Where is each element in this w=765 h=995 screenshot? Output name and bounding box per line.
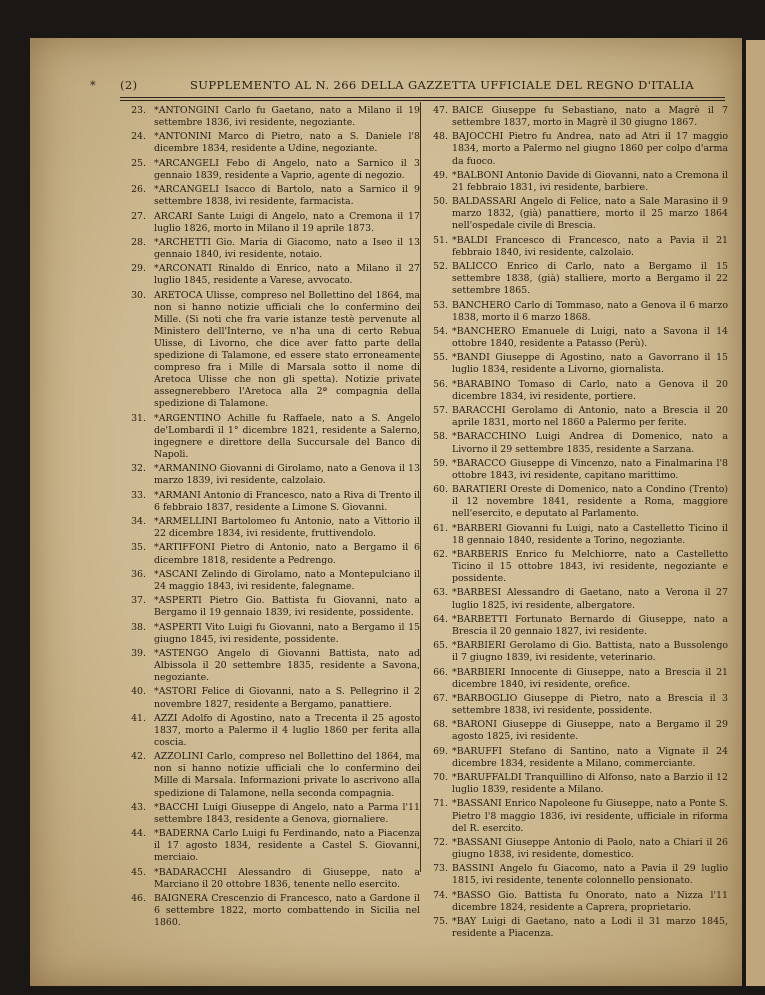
entry-number: 56.	[433, 378, 448, 390]
list-item	[128, 490, 420, 514]
list-item	[128, 131, 420, 155]
list-item	[426, 523, 728, 547]
list-item	[426, 916, 728, 940]
column-divider	[420, 102, 421, 872]
entry-text: *ARCHETTI Gio. Maria di Giacomo, nato a Iseo il 13 gennaio 1840, ivi residente, notaio.	[154, 236, 420, 260]
list-item	[426, 235, 728, 259]
list-item	[128, 751, 420, 799]
list-item	[426, 431, 728, 455]
list-item	[426, 693, 728, 717]
list-item	[128, 569, 420, 593]
adjacent-page-edge	[746, 40, 765, 986]
list-item	[128, 516, 420, 540]
entry-text: *ARTIFFONI Pietro di Antonio, nato a Bergamo il 6 dicembre 1818, residente a Pedrengo.	[154, 542, 420, 566]
list-item	[426, 837, 728, 861]
entry-text: *BASSO Gio. Battista fu Onorato, nato a Nizza l'11 dicembre 1824, residente a Caprera, proprietario.	[452, 889, 728, 913]
entry-number: 49.	[433, 169, 448, 181]
entry-number: 69.	[433, 745, 448, 757]
entry-text: BAJOCCHI Pietro fu Andrea, nato ad Atri il 17 maggio 1834, morto a Palermo nel giugno 1860 per colpo d'arma da fuoco.	[452, 131, 728, 167]
entry-number: 24.	[131, 131, 146, 143]
list-item	[128, 413, 420, 461]
entry-text: ARETOCA Ulisse, compreso nel Bollettino del 1864, ma non si hanno notizie ufficiali che lo confermino dei Mille. (Si noti che fra varie istanze testè pervenute al Ministero dell'Interno, ve n'ha una di certo Rebua Ulisse, di Livorno, che dice aver fatto parte della spedizione di Talamone, ed essere stato erroneamente compreso fra i Mille di Marsala sotto il nome di Aretoca Ulisse che non gli spetta). Notizie private assegnerebbero l'Aretoca alla 2ª compagnia della spedizione di Talamone.	[154, 289, 420, 410]
list-item	[128, 105, 420, 129]
entry-number: 54.	[433, 325, 448, 337]
entry-number: 38.	[131, 621, 146, 633]
entry-number: 34.	[131, 516, 146, 528]
right-column	[426, 105, 728, 942]
list-item	[128, 290, 420, 411]
list-item	[426, 484, 728, 520]
list-item	[128, 263, 420, 287]
list-item	[426, 587, 728, 611]
entry-text: *BADERNA Carlo Luigi fu Ferdinando, nato a Piacenza il 17 agosto 1834, residente a Castel S. Giovanni, merciaio.	[154, 828, 420, 864]
entry-text: ARCARI Sante Luigi di Angelo, nato a Cremona il 17 luglio 1826, morto in Milano il 19 aprile 1873.	[154, 210, 420, 234]
list-item	[128, 893, 420, 929]
list-item	[426, 890, 728, 914]
entry-text: *BASSANI Enrico Napoleone fu Giuseppe, nato a Ponte S. Pietro l'8 maggio 1836, ivi residente, ufficiale in riforma del R. esercito.	[452, 798, 728, 834]
entry-text: *ANTONINI Marco di Pietro, nato a S. Daniele l'8 dicembre 1834, residente a Udine, negoziante.	[154, 131, 420, 155]
list-item	[426, 131, 728, 167]
entry-number: 23.	[131, 105, 146, 116]
page-number: (2)	[120, 78, 138, 92]
list-item	[128, 648, 420, 684]
entry-text: *BARBIERI Innocente di Giuseppe, nato a Brescia il 21 dicembre 1840, ivi residente, orefice.	[452, 666, 728, 690]
list-item	[426, 746, 728, 770]
entry-text: AZZOLINI Carlo, compreso nel Bollettino del 1864, ma non si hanno notizie ufficiali che lo confermino dei Mille di Marsala. Informazioni private lo ascrivono alla spedizione di Talamone, nella seconda compagnia.	[154, 751, 420, 799]
entry-number: 63.	[433, 587, 448, 599]
entry-text: BARATIERI Oreste di Domenico, nato a Condino (Trento) il 12 novembre 1841, residente a Roma, maggiore nell'esercito, e deputato al Parlamento.	[452, 484, 728, 520]
entry-number: 25.	[131, 157, 146, 169]
header-mark: *	[90, 78, 97, 92]
list-item	[426, 261, 728, 297]
entry-text: *BARONI Giuseppe di Giuseppe, nato a Bergamo il 29 agosto 1825, ivi residente.	[452, 719, 728, 743]
entry-number: 28.	[131, 236, 146, 248]
entry-number: 62.	[433, 549, 448, 560]
entry-number: 75.	[433, 916, 448, 928]
entry-number: 32.	[131, 463, 146, 475]
entry-number: 68.	[433, 719, 448, 731]
header-rule	[120, 97, 725, 98]
list-item	[128, 542, 420, 566]
list-item	[426, 105, 728, 129]
entry-number: 33.	[131, 489, 146, 501]
entry-number: 29.	[131, 263, 146, 275]
list-item	[128, 622, 420, 646]
entry-text: *BARUFFALDI Tranquillino di Alfonso, nato a Barzio il 12 luglio 1839, residente a Milano.	[452, 772, 728, 796]
entry-text: BAIGNERA Crescenzio di Francesco, nato a Gardone il 6 settembre 1822, morto combattendo in Sicilia nel 1860.	[154, 893, 420, 929]
entry-number: 66.	[433, 666, 448, 678]
entry-text: *BARACCO Giuseppe di Vincenzo, nato a Finalmarina l'8 ottobre 1843, ivi residente, capitano marittimo.	[452, 457, 728, 481]
entry-text: *BARACCHINO Luigi Andrea di Domenico, nato a Livorno il 29 settembre 1835, residente a Sarzana.	[452, 431, 728, 455]
entry-number: 39.	[131, 647, 146, 659]
list-item	[426, 614, 728, 638]
entry-number: 59.	[433, 457, 448, 469]
entry-text: *ARCANGELI Febo di Angelo, nato a Sarnico il 3 gennaio 1839, residente a Vaprio, agente di negozio.	[154, 157, 420, 181]
list-item	[426, 640, 728, 664]
entry-text: *BARBESI Alessandro di Gaetano, nato a Verona il 27 luglio 1825, ivi residente, albergatore.	[452, 587, 728, 611]
entry-number: 44.	[131, 828, 146, 840]
entry-number: 72.	[433, 836, 448, 848]
list-item	[426, 549, 728, 585]
left-column	[128, 105, 420, 932]
list-item	[426, 170, 728, 194]
list-item	[128, 713, 420, 749]
entry-text: *ARGENTINO Achille fu Raffaele, nato a S. Angelo de'Lombardi il 1° dicembre 1821, residente a Salerno, ingegnere e direttore della Succursale del Banco di Napoli.	[154, 412, 420, 461]
entry-text: *BARBERIS Enrico fu Melchiorre, nato a Castelletto Ticino il 15 ottobre 1843, ivi residente, negoziante e possidente.	[452, 549, 728, 585]
list-item	[128, 686, 420, 710]
entry-text: *BANCHERO Emanuele di Luigi, nato a Savona il 14 ottobre 1840, residente a Patasso (Perù).	[452, 325, 728, 349]
entry-number: 40.	[131, 686, 146, 698]
entry-text: *ASCANI Zelindo di Girolamo, nato a Montepulciano il 24 maggio 1843, ivi residente, falegname.	[154, 568, 420, 592]
entry-number: 30.	[131, 289, 146, 301]
entry-number: 71.	[433, 798, 448, 810]
entry-text: *ARMANI Antonio di Francesco, nato a Riva di Trento il 6 febbraio 1837, residente a Limone S. Giovanni.	[154, 489, 420, 513]
entry-text: *ARMELLINI Bartolomeo fu Antonio, nato a Vittorio il 22 dicembre 1834, ivi residente, fruttivendolo.	[154, 516, 420, 540]
list-item	[426, 352, 728, 376]
entry-number: 45.	[131, 866, 146, 878]
entry-number: 74.	[433, 889, 448, 901]
list-item	[426, 667, 728, 691]
entry-text: *ASTENGO Angelo di Giovanni Battista, nato ad Albissola il 20 settembre 1835, residente a Savona, negoziante.	[154, 647, 420, 684]
entry-text: *BARUFFI Stefano di Santino, nato a Vignate il 24 dicembre 1834, residente a Milano, commerciante.	[452, 745, 728, 769]
entry-text: *BALBONI Antonio Davide di Giovanni, nato a Cremona il 21 febbraio 1831, ivi residente, barbiere.	[452, 169, 728, 193]
list-item	[426, 863, 728, 887]
entry-number: 48.	[433, 131, 448, 143]
entry-number: 46.	[131, 893, 146, 905]
entry-text: *BARBIERI Gerolamo di Gio. Battista, nato a Bussolengo il 7 giugno 1839, ivi residente, veterinario.	[452, 640, 728, 664]
entry-number: 73.	[433, 863, 448, 875]
entry-text: *ANTONGINI Carlo fu Gaetano, nato a Milano il 19 settembre 1836, ivi residente, negoziante.	[154, 105, 420, 129]
entry-text: *ASPERTI Pietro Gio. Battista fu Giovanni, nato a Bergamo il 19 gennaio 1839, ivi residente, possidente.	[154, 595, 420, 619]
entry-number: 61.	[433, 522, 448, 534]
entry-text: BAICE Giuseppe fu Sebastiano, nato a Magrè il 7 settembre 1837, morto in Magrè il 30 giugno 1867.	[452, 105, 728, 129]
list-item	[128, 237, 420, 261]
entry-text: BALDASSARI Angelo di Felice, nato a Sale Marasino il 9 marzo 1832, (già) panattiere, morto il 25 marzo 1864 nell'ospedale civile di Brescia.	[452, 196, 728, 232]
entry-number: 70.	[433, 772, 448, 784]
list-item	[426, 300, 728, 324]
page-title: SUPPLEMENTO AL N. 266 DELLA GAZZETTA UFFICIALE DEL REGNO D'ITALIA	[190, 78, 695, 92]
list-item	[426, 405, 728, 429]
list-item	[128, 211, 420, 235]
entry-text: *BARABINO Tomaso di Carlo, nato a Genova il 20 dicembre 1834, ivi residente, portiere.	[452, 378, 728, 402]
entry-number: 41.	[131, 712, 146, 724]
entry-number: 57.	[433, 405, 448, 417]
entry-number: 26.	[131, 184, 146, 196]
entry-text: *ARMANINO Giovanni di Girolamo, nato a Genova il 13 marzo 1839, ivi residente, calzolaio.	[154, 463, 420, 487]
entry-text: *ASPERTI Vito Luigi fu Giovanni, nato a Bergamo il 15 giugno 1845, ivi residente, possidente.	[154, 621, 420, 645]
entry-text: *BARBERI Giovanni fu Luigi, nato a Castelletto Ticino il 18 gennaio 1840, residente a Torino, negoziante.	[452, 522, 728, 546]
entry-text: *BAY Luigi di Gaetano, nato a Lodi il 31 marzo 1845, residente a Piacenza.	[452, 916, 728, 940]
entry-number: 31.	[131, 412, 146, 424]
list-item	[128, 463, 420, 487]
list-item	[128, 184, 420, 208]
entry-text: BASSINI Angelo fu Giacomo, nato a Pavia il 29 luglio 1815, ivi residente, tenente colonnello pensionato.	[452, 863, 728, 887]
entry-number: 52.	[433, 261, 448, 273]
entry-number: 53.	[433, 299, 448, 311]
entry-number: 36.	[131, 568, 146, 580]
entry-text: BALICCO Enrico di Carlo, nato a Bergamo il 15 settembre 1838, (già) stalliere, morto a Bergamo il 22 settembre 1865.	[452, 261, 728, 297]
list-item	[128, 595, 420, 619]
entry-number: 64.	[433, 613, 448, 625]
entry-number: 43.	[131, 801, 146, 813]
entry-number: 35.	[131, 542, 146, 554]
list-item	[128, 828, 420, 864]
list-item	[128, 867, 420, 891]
entry-number: 37.	[131, 595, 146, 607]
entry-number: 60.	[433, 484, 448, 496]
list-item	[426, 772, 728, 796]
entry-number: 27.	[131, 210, 146, 222]
list-item	[128, 158, 420, 182]
entry-text: *BARBOGLIO Giuseppe di Pietro, nato a Brescia il 3 settembre 1838, ivi residente, possidente.	[452, 692, 728, 717]
header-rule-double	[120, 100, 725, 101]
entry-number: 50.	[433, 196, 448, 208]
list-item	[426, 326, 728, 350]
entry-number: 42.	[131, 751, 146, 763]
list-item	[426, 379, 728, 403]
entry-number: 67.	[433, 692, 448, 704]
entry-text: BANCHERO Carlo di Tommaso, nato a Genova il 6 marzo 1838, morto il 6 marzo 1868.	[452, 299, 728, 323]
list-item	[426, 719, 728, 743]
page-header	[90, 78, 730, 96]
entry-number: 55.	[433, 352, 448, 364]
entry-text: *BADARACCHI Alessandro di Giuseppe, nato a Marciano il 20 ottobre 1836, tenente nello esercito.	[154, 866, 420, 890]
entry-number: 58.	[433, 431, 448, 443]
list-item	[426, 458, 728, 482]
entry-text: *BARBETTI Fortunato Bernardo di Giuseppe, nato a Brescia il 20 gennaio 1827, ivi residente.	[452, 613, 728, 637]
entry-text: *BANDI Giuseppe di Agostino, nato a Gavorrano il 15 luglio 1834, residente a Livorno, giornalista.	[452, 352, 728, 376]
entry-text: AZZI Adolfo di Agostino, nato a Trecenta il 25 agosto 1837, morto a Palermo il 4 luglio 1860 per ferita alla coscia.	[154, 712, 420, 748]
list-item	[426, 196, 728, 232]
entry-text: *BALDI Francesco di Francesco, nato a Pavia il 21 febbraio 1840, ivi residente, calzolaio.	[452, 234, 728, 258]
list-item	[128, 802, 420, 826]
entry-number: 51.	[433, 234, 448, 246]
entry-text: *ARCONATI Rinaldo di Enrico, nato a Milano il 27 luglio 1845, residente a Varese, avvocato.	[154, 263, 420, 287]
entry-text: *BACCHI Luigi Giuseppe di Angelo, nato a Parma l'11 settembre 1843, residente a Genova, giornaliere.	[154, 801, 420, 825]
entry-number: 65.	[433, 640, 448, 652]
entry-text: BARACCHI Gerolamo di Antonio, nato a Brescia il 20 aprile 1831, morto nel 1860 a Palermo per ferite.	[452, 405, 728, 429]
list-item	[426, 798, 728, 834]
entry-number: 47.	[433, 105, 448, 116]
entry-text: *BASSANI Giuseppe Antonio di Paolo, nato a Chiari il 26 giugno 1838, ivi residente, domestico.	[452, 836, 728, 861]
entry-text: *ASTORI Felice di Giovanni, nato a S. Pellegrino il 2 novembre 1827, residente a Bergamo, panattiere.	[154, 686, 420, 710]
entry-text: *ARCANGELI Isacco di Bartolo, nato a Sarnico il 9 settembre 1838, ivi residente, farmacista.	[154, 184, 420, 208]
